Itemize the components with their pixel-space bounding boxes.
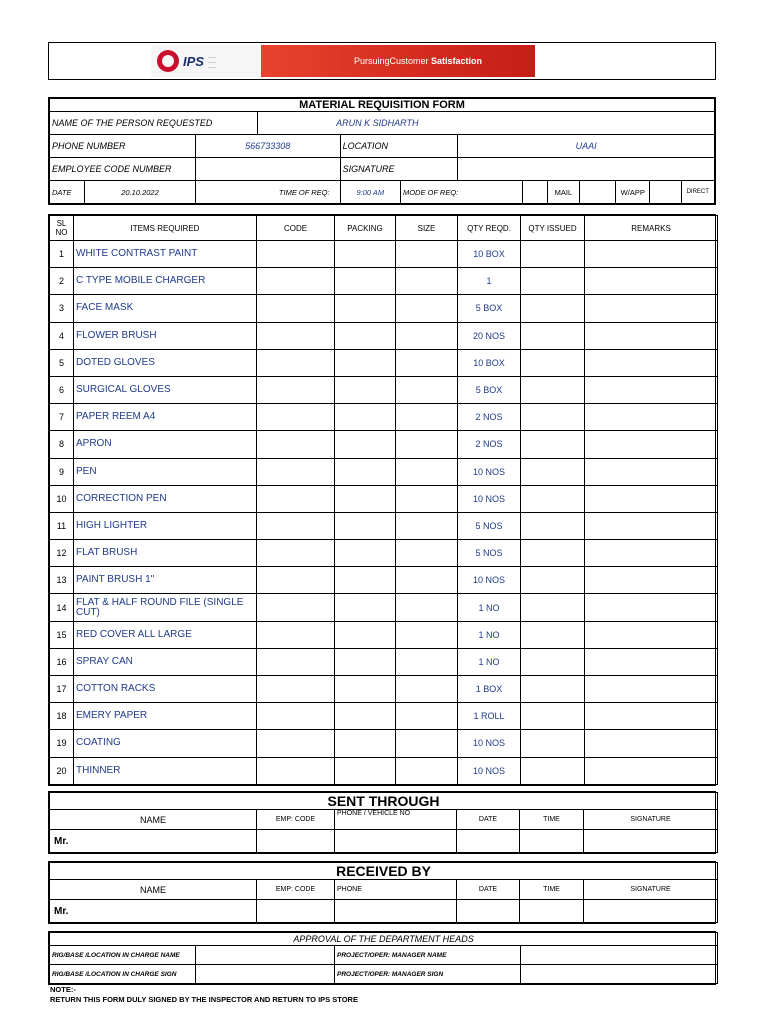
table-row bbox=[50, 676, 718, 703]
item-qty-issued-field[interactable] bbox=[521, 757, 585, 784]
item-qty-reqd: 2 NOS bbox=[458, 431, 521, 458]
item-size-field[interactable] bbox=[396, 485, 458, 512]
item-name: SPRAY CAN bbox=[74, 648, 257, 675]
item-qty-issued-field[interactable] bbox=[521, 458, 585, 485]
item-size-field[interactable] bbox=[396, 512, 458, 539]
item-packing-field[interactable] bbox=[335, 703, 396, 730]
requisition-header bbox=[48, 97, 716, 205]
item-code-field[interactable] bbox=[257, 676, 335, 703]
item-qty-reqd: 10 BOX bbox=[458, 241, 521, 268]
item-code-field[interactable] bbox=[257, 376, 335, 403]
item-size-field[interactable] bbox=[396, 621, 458, 648]
item-sl-no: 10 bbox=[50, 485, 74, 512]
recv-name-label: NAME bbox=[50, 880, 257, 900]
item-code-field[interactable] bbox=[257, 322, 335, 349]
table-row bbox=[50, 431, 718, 458]
item-sl-no: 7 bbox=[50, 404, 74, 431]
item-name: COTTON RACKS bbox=[74, 676, 257, 703]
item-code-field[interactable] bbox=[257, 485, 335, 512]
item-size-field[interactable] bbox=[396, 594, 458, 621]
incharge-name-label: RIG/BASE /LOCATION IN CHARGE NAME bbox=[50, 946, 196, 965]
item-remarks-field[interactable] bbox=[585, 594, 718, 621]
item-name: DOTED GLOVES bbox=[74, 349, 257, 376]
footer-note bbox=[50, 985, 358, 1005]
incharge-sign-label: RIG/BASE /LOCATION IN CHARGE SIGN bbox=[50, 965, 196, 984]
sent-date-label: DATE bbox=[457, 810, 520, 830]
sent-through-section bbox=[48, 791, 716, 854]
item-packing-field[interactable] bbox=[335, 349, 396, 376]
item-name: APRON bbox=[74, 431, 257, 458]
item-sl-no: 5 bbox=[50, 349, 74, 376]
col-qty-reqd: QTY REQD. bbox=[458, 216, 521, 241]
note-label: NOTE:- bbox=[50, 985, 76, 994]
item-sl-no: 13 bbox=[50, 567, 74, 594]
table-row bbox=[50, 512, 718, 539]
mode-mail-label: MAIL bbox=[547, 181, 579, 204]
table-row bbox=[50, 404, 718, 431]
item-size-field[interactable] bbox=[396, 431, 458, 458]
item-sl-no: 11 bbox=[50, 512, 74, 539]
item-remarks-field[interactable] bbox=[585, 268, 718, 295]
mode-wapp-label: W/APP bbox=[616, 181, 650, 204]
item-qty-reqd: 5 BOX bbox=[458, 376, 521, 403]
items-table bbox=[48, 214, 716, 786]
sent-signature-label: SIGNATURE bbox=[584, 810, 718, 830]
table-row bbox=[50, 376, 718, 403]
sent-phone-field[interactable] bbox=[335, 830, 457, 853]
item-qty-issued-field[interactable] bbox=[521, 295, 585, 322]
item-packing-field[interactable] bbox=[335, 268, 396, 295]
logo-text: IPS bbox=[183, 53, 204, 69]
item-code-field[interactable] bbox=[257, 540, 335, 567]
incharge-name-field[interactable] bbox=[196, 946, 335, 965]
item-qty-reqd: 1 bbox=[458, 268, 521, 295]
item-packing-field[interactable] bbox=[335, 376, 396, 403]
sent-time-field[interactable] bbox=[520, 830, 584, 853]
item-name: FLAT BRUSH bbox=[74, 540, 257, 567]
item-code-field[interactable] bbox=[257, 268, 335, 295]
item-name: PAINT BRUSH 1'' bbox=[74, 567, 257, 594]
item-code-field[interactable] bbox=[257, 703, 335, 730]
table-row bbox=[50, 594, 718, 621]
item-qty-issued-field[interactable] bbox=[521, 268, 585, 295]
table-row bbox=[50, 458, 718, 485]
item-qty-issued-field[interactable] bbox=[521, 648, 585, 675]
item-sl-no: 19 bbox=[50, 730, 74, 757]
recv-emp-code-label: EMP: CODE bbox=[257, 880, 335, 900]
item-sl-no: 20 bbox=[50, 757, 74, 784]
item-code-field[interactable] bbox=[257, 458, 335, 485]
col-size: SIZE bbox=[396, 216, 458, 241]
item-qty-issued-field[interactable] bbox=[521, 322, 585, 349]
col-code: CODE bbox=[257, 216, 335, 241]
item-packing-field[interactable] bbox=[335, 241, 396, 268]
item-packing-field[interactable] bbox=[335, 295, 396, 322]
items-header-row bbox=[50, 216, 718, 241]
col-items-required: ITEMS REQUIRED bbox=[74, 216, 257, 241]
location-field[interactable]: UAAI bbox=[458, 135, 715, 158]
item-remarks-field[interactable] bbox=[585, 676, 718, 703]
item-sl-no: 8 bbox=[50, 431, 74, 458]
item-qty-issued-field[interactable] bbox=[521, 676, 585, 703]
item-qty-reqd: 10 NOS bbox=[458, 567, 521, 594]
employee-code-field[interactable] bbox=[195, 158, 340, 181]
item-size-field[interactable] bbox=[396, 322, 458, 349]
sent-signature-field[interactable] bbox=[584, 830, 718, 853]
item-qty-reqd: 10 NOS bbox=[458, 458, 521, 485]
item-code-field[interactable] bbox=[257, 241, 335, 268]
sent-emp-code-field[interactable] bbox=[257, 830, 335, 853]
signature-field[interactable] bbox=[458, 158, 715, 181]
item-packing-field[interactable] bbox=[335, 594, 396, 621]
item-remarks-field[interactable] bbox=[585, 322, 718, 349]
item-packing-field[interactable] bbox=[335, 730, 396, 757]
company-logo bbox=[151, 45, 535, 77]
item-name: HIGH LIGHTER bbox=[74, 512, 257, 539]
item-code-field[interactable] bbox=[257, 512, 335, 539]
time-field[interactable]: 9:00 AM bbox=[340, 181, 400, 204]
approval-title: APPROVAL OF THE DEPARTMENT HEADS bbox=[50, 933, 718, 946]
table-row bbox=[50, 621, 718, 648]
item-remarks-field[interactable] bbox=[585, 703, 718, 730]
item-code-field[interactable] bbox=[257, 594, 335, 621]
phone-field[interactable]: 566733308 bbox=[195, 135, 340, 158]
item-packing-field[interactable] bbox=[335, 676, 396, 703]
received-by-section bbox=[48, 861, 716, 924]
item-qty-issued-field[interactable] bbox=[521, 512, 585, 539]
recv-date-label: DATE bbox=[457, 880, 520, 900]
recv-time-field[interactable] bbox=[520, 900, 584, 923]
table-row bbox=[50, 241, 718, 268]
tagline: PursuingCustomer Satisfaction bbox=[353, 56, 483, 66]
item-qty-reqd: 1 NO bbox=[458, 594, 521, 621]
table-row bbox=[50, 648, 718, 675]
header-banner bbox=[48, 42, 716, 80]
item-qty-reqd: 5 NOS bbox=[458, 540, 521, 567]
table-row bbox=[50, 703, 718, 730]
table-row bbox=[50, 322, 718, 349]
item-code-field[interactable] bbox=[257, 730, 335, 757]
item-size-field[interactable] bbox=[396, 676, 458, 703]
table-row bbox=[50, 268, 718, 295]
item-packing-field[interactable] bbox=[335, 404, 396, 431]
item-qty-reqd: 1 NO bbox=[458, 621, 521, 648]
manager-sign-label: PROJECT/OPER: MANAGER SIGN bbox=[335, 965, 521, 984]
signature-label: SIGNATURE bbox=[340, 158, 458, 181]
item-qty-issued-field[interactable] bbox=[521, 349, 585, 376]
item-name: COATING bbox=[74, 730, 257, 757]
item-name: WHITE CONTRAST PAINT bbox=[74, 241, 257, 268]
recv-emp-code-field[interactable] bbox=[257, 900, 335, 923]
item-qty-issued-field[interactable] bbox=[521, 485, 585, 512]
logo-subtext-graphic: —— —— —— bbox=[207, 53, 216, 69]
item-qty-reqd: 5 NOS bbox=[458, 512, 521, 539]
item-remarks-field[interactable] bbox=[585, 241, 718, 268]
approval-section bbox=[48, 931, 716, 985]
manager-name-label: PROJECT/OPER: MANAGER NAME bbox=[335, 946, 521, 965]
recv-phone-field[interactable] bbox=[335, 900, 457, 923]
item-qty-issued-field[interactable] bbox=[521, 567, 585, 594]
item-qty-issued-field[interactable] bbox=[521, 241, 585, 268]
item-sl-no: 16 bbox=[50, 648, 74, 675]
sent-through-title: SENT THROUGH bbox=[50, 793, 718, 810]
item-name: SURGICAL GLOVES bbox=[74, 376, 257, 403]
item-size-field[interactable] bbox=[396, 241, 458, 268]
table-row bbox=[50, 349, 718, 376]
item-size-field[interactable] bbox=[396, 648, 458, 675]
item-name: CORRECTION PEN bbox=[74, 485, 257, 512]
received-by-title: RECEIVED BY bbox=[50, 863, 718, 880]
col-sl-no: SL NO bbox=[50, 216, 74, 241]
mode-wapp-check[interactable] bbox=[579, 181, 615, 204]
item-sl-no: 2 bbox=[50, 268, 74, 295]
name-field[interactable]: ARUN K SIDHARTH bbox=[258, 112, 715, 135]
item-qty-issued-field[interactable] bbox=[521, 540, 585, 567]
item-packing-field[interactable] bbox=[335, 458, 396, 485]
item-qty-reqd: 1 NO bbox=[458, 648, 521, 675]
table-row bbox=[50, 540, 718, 567]
recv-signature-field[interactable] bbox=[584, 900, 718, 923]
table-row bbox=[50, 485, 718, 512]
recv-name-field[interactable]: Mr. bbox=[50, 900, 257, 923]
item-packing-field[interactable] bbox=[335, 512, 396, 539]
recv-time-label: TIME bbox=[520, 880, 584, 900]
table-row bbox=[50, 295, 718, 322]
phone-label: PHONE NUMBER bbox=[50, 135, 196, 158]
item-qty-issued-field[interactable] bbox=[521, 621, 585, 648]
sent-name-field[interactable]: Mr. bbox=[50, 830, 257, 853]
item-sl-no: 18 bbox=[50, 703, 74, 730]
item-qty-reqd: 10 BOX bbox=[458, 349, 521, 376]
item-code-field[interactable] bbox=[257, 349, 335, 376]
item-name: PAPER REEM A4 bbox=[74, 404, 257, 431]
item-size-field[interactable] bbox=[396, 376, 458, 403]
recv-phone-label: PHONE bbox=[335, 880, 457, 900]
item-qty-reqd: 20 NOS bbox=[458, 322, 521, 349]
manager-sign-field[interactable] bbox=[521, 965, 718, 984]
item-remarks-field[interactable] bbox=[585, 485, 718, 512]
item-size-field[interactable] bbox=[396, 730, 458, 757]
item-code-field[interactable] bbox=[257, 404, 335, 431]
item-remarks-field[interactable] bbox=[585, 431, 718, 458]
item-qty-reqd: 10 NOS bbox=[458, 757, 521, 784]
sent-name-label: NAME bbox=[50, 810, 257, 830]
item-remarks-field[interactable] bbox=[585, 349, 718, 376]
item-name: FLAT & HALF ROUND FILE (SINGLE CUT) bbox=[74, 594, 257, 621]
item-qty-reqd: 5 BOX bbox=[458, 295, 521, 322]
form-title: MATERIAL REQUISITION FORM bbox=[50, 99, 715, 112]
item-name: RED COVER ALL LARGE bbox=[74, 621, 257, 648]
item-qty-reqd: 2 NOS bbox=[458, 404, 521, 431]
item-packing-field[interactable] bbox=[335, 567, 396, 594]
item-sl-no: 1 bbox=[50, 241, 74, 268]
item-name: PEN bbox=[74, 458, 257, 485]
mode-label: MODE OF REQ: bbox=[400, 181, 522, 204]
item-packing-field[interactable] bbox=[335, 322, 396, 349]
item-qty-reqd: 10 NOS bbox=[458, 730, 521, 757]
item-sl-no: 6 bbox=[50, 376, 74, 403]
ips-logo-icon bbox=[157, 50, 179, 72]
item-size-field[interactable] bbox=[396, 268, 458, 295]
mode-direct-label: DIRECT bbox=[681, 181, 714, 204]
item-remarks-field[interactable] bbox=[585, 730, 718, 757]
incharge-sign-field[interactable] bbox=[196, 965, 335, 984]
item-code-field[interactable] bbox=[257, 621, 335, 648]
table-row bbox=[50, 567, 718, 594]
item-packing-field[interactable] bbox=[335, 648, 396, 675]
item-name: FACE MASK bbox=[74, 295, 257, 322]
tagline-banner bbox=[261, 45, 535, 77]
recv-signature-label: SIGNATURE bbox=[584, 880, 718, 900]
col-packing: PACKING bbox=[335, 216, 396, 241]
item-sl-no: 3 bbox=[50, 295, 74, 322]
sent-phone-label: PHONE / VEHICLE NO bbox=[335, 810, 457, 830]
item-size-field[interactable] bbox=[396, 404, 458, 431]
table-row bbox=[50, 757, 718, 784]
item-packing-field[interactable] bbox=[335, 757, 396, 784]
item-packing-field[interactable] bbox=[335, 540, 396, 567]
item-sl-no: 9 bbox=[50, 458, 74, 485]
item-code-field[interactable] bbox=[257, 757, 335, 784]
sent-time-label: TIME bbox=[520, 810, 584, 830]
item-size-field[interactable] bbox=[396, 295, 458, 322]
item-qty-issued-field[interactable] bbox=[521, 431, 585, 458]
item-qty-issued-field[interactable] bbox=[521, 730, 585, 757]
name-label: NAME OF THE PERSON REQUESTED bbox=[50, 112, 258, 135]
item-remarks-field[interactable] bbox=[585, 757, 718, 784]
item-qty-issued-field[interactable] bbox=[521, 703, 585, 730]
sent-emp-code-label: EMP: CODE bbox=[257, 810, 335, 830]
item-code-field[interactable] bbox=[257, 567, 335, 594]
item-qty-reqd: 1 ROLL bbox=[458, 703, 521, 730]
col-qty-issued: QTY ISSUED bbox=[521, 216, 585, 241]
manager-name-field[interactable] bbox=[521, 946, 718, 965]
item-sl-no: 15 bbox=[50, 621, 74, 648]
item-name: THINNER bbox=[74, 757, 257, 784]
item-name: EMERY PAPER bbox=[74, 703, 257, 730]
date-label: DATE bbox=[50, 181, 85, 204]
item-remarks-field[interactable] bbox=[585, 376, 718, 403]
item-size-field[interactable] bbox=[396, 349, 458, 376]
item-code-field[interactable] bbox=[257, 431, 335, 458]
item-remarks-field[interactable] bbox=[585, 404, 718, 431]
date-field[interactable]: 20.10.2022 bbox=[85, 181, 196, 204]
item-sl-no: 17 bbox=[50, 676, 74, 703]
item-name: C TYPE MOBILE CHARGER bbox=[74, 268, 257, 295]
note-text: RETURN THIS FORM DULY SIGNED BY THE INSPECTOR AND RETURN TO IPS STORE bbox=[50, 995, 358, 1004]
item-packing-field[interactable] bbox=[335, 485, 396, 512]
item-size-field[interactable] bbox=[396, 757, 458, 784]
item-code-field[interactable] bbox=[257, 648, 335, 675]
item-remarks-field[interactable] bbox=[585, 512, 718, 539]
item-qty-issued-field[interactable] bbox=[521, 594, 585, 621]
item-sl-no: 14 bbox=[50, 594, 74, 621]
sent-date-field[interactable] bbox=[457, 830, 520, 853]
item-remarks-field[interactable] bbox=[585, 540, 718, 567]
item-qty-issued-field[interactable] bbox=[521, 404, 585, 431]
item-remarks-field[interactable] bbox=[585, 458, 718, 485]
item-qty-issued-field[interactable] bbox=[521, 376, 585, 403]
col-remarks: REMARKS bbox=[585, 216, 718, 241]
item-size-field[interactable] bbox=[396, 567, 458, 594]
item-packing-field[interactable] bbox=[335, 621, 396, 648]
item-qty-reqd: 1 BOX bbox=[458, 676, 521, 703]
table-row bbox=[50, 730, 718, 757]
item-sl-no: 4 bbox=[50, 322, 74, 349]
item-size-field[interactable] bbox=[396, 540, 458, 567]
recv-date-field[interactable] bbox=[457, 900, 520, 923]
item-remarks-field[interactable] bbox=[585, 648, 718, 675]
item-packing-field[interactable] bbox=[335, 431, 396, 458]
employee-code-label: EMPLOYEE CODE NUMBER bbox=[50, 158, 196, 181]
mode-mail-check[interactable] bbox=[522, 181, 547, 204]
item-remarks-field[interactable] bbox=[585, 295, 718, 322]
location-label: LOCATION bbox=[340, 135, 458, 158]
mode-direct-check[interactable] bbox=[650, 181, 681, 204]
item-size-field[interactable] bbox=[396, 703, 458, 730]
time-label: TIME OF REQ: bbox=[195, 181, 340, 204]
item-size-field[interactable] bbox=[396, 458, 458, 485]
item-sl-no: 12 bbox=[50, 540, 74, 567]
item-code-field[interactable] bbox=[257, 295, 335, 322]
item-qty-reqd: 10 NOS bbox=[458, 485, 521, 512]
item-name: FLOWER BRUSH bbox=[74, 322, 257, 349]
item-remarks-field[interactable] bbox=[585, 567, 718, 594]
item-remarks-field[interactable] bbox=[585, 621, 718, 648]
